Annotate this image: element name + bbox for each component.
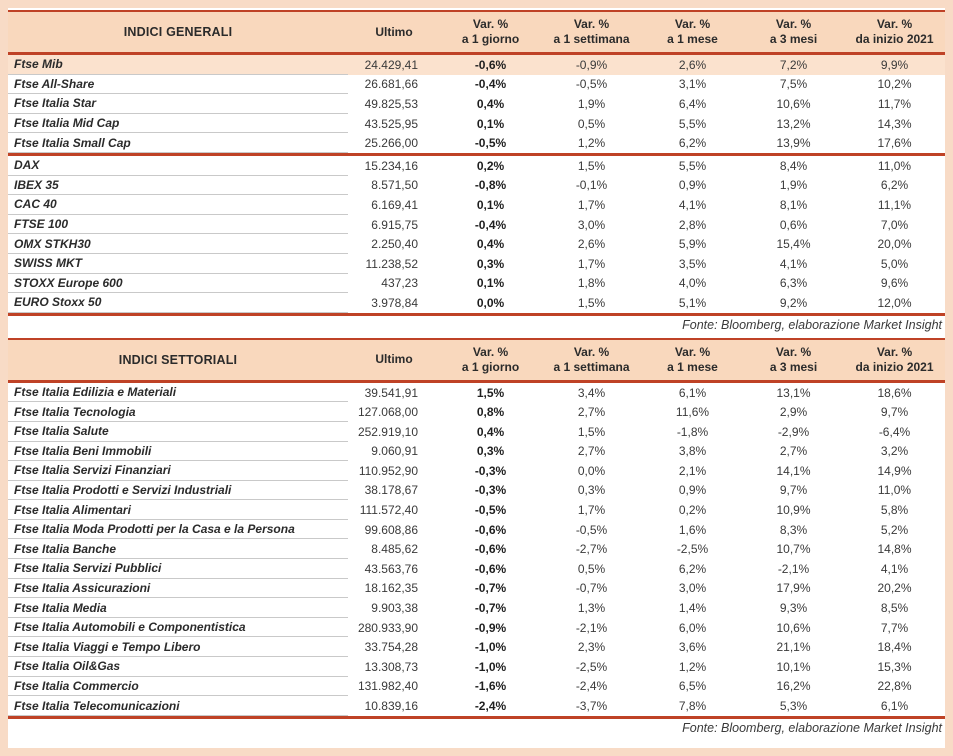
- var-value: -0,9%: [474, 620, 507, 635]
- var-value: 6,0%: [678, 620, 707, 635]
- table-row: [8, 598, 945, 618]
- var-value: 7,8%: [678, 699, 707, 714]
- var-value: 5,3%: [779, 699, 808, 714]
- var-value: 7,0%: [880, 217, 909, 232]
- index-name: Ftse Italia Beni Immobili: [8, 442, 348, 462]
- source-note: Fonte: Bloomberg, elaborazione Market Insight: [682, 720, 942, 735]
- var-value: 20,0%: [877, 237, 912, 252]
- var-value: 18,4%: [877, 640, 912, 655]
- var-value: 1,5%: [577, 158, 606, 173]
- ultimo-value: 49.825,53: [364, 96, 418, 111]
- ultimo-value: 8.571,50: [371, 178, 418, 193]
- index-name: DAX: [8, 156, 348, 176]
- index-name: Ftse Italia Telecomunicazioni: [8, 696, 348, 716]
- var-value: 10,1%: [776, 659, 811, 674]
- var-value: 2,7%: [779, 444, 808, 459]
- var-value: -0,5%: [474, 136, 507, 151]
- var-value: 2,8%: [678, 217, 707, 232]
- var-value: 15,4%: [776, 237, 811, 252]
- col-header-line2: a 1 settimana: [553, 359, 630, 374]
- var-value: 13,1%: [776, 385, 811, 400]
- col-header-var-1-settimana: [541, 12, 642, 52]
- var-value: 6,2%: [880, 178, 909, 193]
- indici-generali-section: [8, 10, 945, 334]
- var-value: -0,7%: [575, 581, 608, 596]
- var-value: 10,2%: [877, 77, 912, 92]
- var-value: 4,1%: [880, 561, 909, 576]
- col-header-ultimo: Ultimo: [375, 352, 413, 367]
- var-value: -2,4%: [575, 679, 608, 694]
- var-value: 9,3%: [779, 601, 808, 616]
- var-value: 1,4%: [678, 601, 707, 616]
- var-value: 9,2%: [779, 295, 808, 310]
- index-name: Ftse Italia Alimentari: [8, 500, 348, 520]
- ultimo-value: 111.572,40: [359, 503, 418, 518]
- var-value: 12,0%: [877, 295, 912, 310]
- table-row: [8, 195, 945, 215]
- var-value: -2,5%: [575, 659, 608, 674]
- col-header-line1: Var. %: [573, 344, 610, 359]
- var-value: 2,1%: [678, 463, 707, 478]
- var-value: 11,6%: [675, 405, 710, 420]
- var-value: 2,3%: [577, 640, 606, 655]
- index-name: Ftse Italia Commercio: [8, 677, 348, 697]
- var-value: 13,2%: [776, 116, 811, 131]
- ultimo-value: 11.238,52: [365, 256, 418, 271]
- ultimo-value: 280.933,90: [357, 620, 418, 635]
- table-row: [8, 481, 945, 501]
- var-value: 5,9%: [678, 237, 707, 252]
- var-value: 0,8%: [476, 405, 505, 420]
- var-value: 0,6%: [779, 217, 808, 232]
- var-value: 5,1%: [678, 295, 707, 310]
- table-row: [8, 274, 945, 294]
- var-value: 0,1%: [476, 276, 505, 291]
- table-row: [8, 176, 945, 196]
- var-value: 3,2%: [880, 444, 909, 459]
- var-value: 1,9%: [779, 178, 808, 193]
- table-row: [8, 579, 945, 599]
- var-value: 11,7%: [877, 96, 912, 111]
- var-value: 9,7%: [880, 405, 909, 420]
- table-row: [8, 422, 945, 442]
- col-header-line1: Var. %: [472, 344, 509, 359]
- table-title: INDICI GENERALI: [123, 25, 233, 39]
- var-value: 0,5%: [577, 561, 606, 576]
- var-value: -0,4%: [474, 77, 507, 92]
- ultimo-value: 38.178,67: [364, 483, 418, 498]
- var-value: -0,9%: [575, 57, 608, 72]
- var-value: -0,4%: [474, 217, 507, 232]
- col-header-ultimo: Ultimo: [375, 24, 413, 39]
- col-header-var-1-giorno: [440, 12, 541, 52]
- index-name: Ftse Italia Oil&Gas: [8, 657, 348, 677]
- var-value: 5,5%: [678, 158, 707, 173]
- var-value: 14,8%: [877, 542, 912, 557]
- var-value: -2,4%: [474, 699, 507, 714]
- var-value: -0,1%: [575, 178, 608, 193]
- col-header-line1: Var. %: [573, 17, 610, 31]
- var-value: 6,3%: [779, 276, 808, 291]
- var-value: 7,5%: [779, 77, 808, 92]
- table-row: [8, 383, 945, 403]
- var-value: -0,3%: [474, 483, 507, 498]
- table-row: [8, 696, 945, 716]
- table-row: [8, 539, 945, 559]
- ultimo-value: 8.485,62: [371, 542, 418, 557]
- var-value: -0,6%: [474, 522, 507, 537]
- var-value: 14,1%: [776, 463, 811, 478]
- var-value: 11,0%: [877, 483, 912, 498]
- var-value: 6,4%: [678, 96, 707, 111]
- var-value: 2,6%: [678, 57, 707, 72]
- var-value: 9,9%: [880, 57, 909, 72]
- var-value: -1,6%: [474, 679, 507, 694]
- index-name: Ftse Italia Tecnologia: [8, 402, 348, 422]
- col-header-line1: Var. %: [775, 17, 812, 31]
- var-value: 0,3%: [577, 483, 606, 498]
- var-value: 13,9%: [776, 136, 811, 151]
- ultimo-value: 43.563,76: [364, 561, 418, 576]
- table-row: [8, 677, 945, 697]
- var-value: 2,7%: [577, 444, 606, 459]
- col-header-line2: a 3 mesi: [769, 359, 818, 374]
- source-note: Fonte: Bloomberg, elaborazione Market Insight: [682, 317, 942, 332]
- table-row: [8, 94, 945, 114]
- var-value: 1,6%: [678, 522, 707, 537]
- col-header-line1: Var. %: [674, 17, 711, 31]
- var-value: 2,6%: [577, 237, 606, 252]
- index-name: Ftse Italia Banche: [8, 539, 348, 559]
- table-row: [8, 156, 945, 176]
- col-header-var-1-mese: [642, 340, 743, 380]
- var-value: -0,5%: [575, 522, 608, 537]
- ultimo-value: 9.903,38: [371, 601, 418, 616]
- var-value: 1,3%: [577, 601, 606, 616]
- col-header-var-1-mese: [642, 12, 743, 52]
- var-value: -0,3%: [474, 463, 507, 478]
- index-name: SWISS MKT: [8, 254, 348, 274]
- index-name: Ftse Italia Servizi Pubblici: [8, 559, 348, 579]
- var-value: 1,5%: [577, 295, 606, 310]
- var-value: 18,6%: [877, 385, 912, 400]
- var-value: 0,4%: [476, 237, 505, 252]
- var-value: 1,2%: [678, 659, 707, 674]
- var-value: 1,7%: [577, 256, 606, 271]
- var-value: -2,7%: [575, 542, 608, 557]
- table-body: [8, 55, 945, 313]
- var-value: 17,9%: [776, 581, 811, 596]
- table-row: [8, 657, 945, 677]
- var-value: 3,5%: [678, 256, 707, 271]
- indici-settoriali-section: [8, 338, 945, 737]
- index-name: Ftse All-Share: [8, 75, 348, 95]
- col-header-var-inizio-2021: [844, 12, 945, 52]
- ultimo-value: 39.541,91: [364, 385, 418, 400]
- index-name: CAC 40: [8, 195, 348, 215]
- ultimo-value: 3.978,84: [371, 295, 418, 310]
- var-value: 3,1%: [678, 77, 707, 92]
- var-value: 2,7%: [577, 405, 606, 420]
- var-value: 2,9%: [779, 405, 808, 420]
- col-header-line1: Var. %: [876, 344, 913, 359]
- var-value: 11,0%: [877, 158, 912, 173]
- var-value: 6,2%: [678, 136, 707, 151]
- index-name: Ftse Italia Servizi Finanziari: [8, 461, 348, 481]
- var-value: -0,5%: [474, 503, 507, 518]
- ultimo-value: 2.250,40: [371, 237, 418, 252]
- var-value: 0,4%: [476, 96, 505, 111]
- index-name: Ftse Mib: [8, 55, 348, 75]
- col-header-line2: a 3 mesi: [769, 32, 818, 46]
- var-value: -2,1%: [777, 561, 810, 576]
- var-value: 4,1%: [779, 256, 808, 271]
- var-value: -2,1%: [575, 620, 608, 635]
- ultimo-value: 99.608,86: [364, 522, 418, 537]
- var-value: 7,2%: [779, 57, 808, 72]
- var-value: 1,8%: [577, 276, 606, 291]
- var-value: 22,8%: [877, 679, 912, 694]
- var-value: -6,4%: [878, 424, 911, 439]
- var-value: 1,5%: [476, 385, 505, 400]
- var-value: 1,9%: [577, 96, 606, 111]
- table-row: [8, 559, 945, 579]
- var-value: 10,6%: [776, 620, 811, 635]
- var-value: -1,8%: [676, 424, 709, 439]
- col-header-line1: Var. %: [775, 344, 812, 359]
- ultimo-value: 26.681,66: [364, 77, 418, 92]
- table-row: [8, 254, 945, 274]
- table-row: [8, 75, 945, 95]
- ultimo-value: 6.915,75: [371, 217, 418, 232]
- index-name: FTSE 100: [8, 215, 348, 235]
- col-header-line1: Var. %: [472, 17, 509, 31]
- table-row: [8, 520, 945, 540]
- var-value: 15,3%: [877, 659, 912, 674]
- var-value: 8,1%: [779, 197, 808, 212]
- col-header-line2: a 1 mese: [667, 32, 718, 46]
- var-value: -1,0%: [474, 659, 507, 674]
- var-value: 9,7%: [779, 483, 808, 498]
- var-value: 0,1%: [476, 197, 505, 212]
- var-value: 4,1%: [678, 197, 707, 212]
- table-row: [8, 402, 945, 422]
- table-row: [8, 215, 945, 235]
- ultimo-value: 252.919,10: [357, 424, 418, 439]
- var-value: 0,5%: [577, 116, 606, 131]
- col-header-line1: Var. %: [876, 17, 913, 31]
- var-value: 0,9%: [678, 483, 707, 498]
- ultimo-value: 25.266,00: [364, 136, 418, 151]
- var-value: -0,6%: [474, 542, 507, 557]
- index-name: STOXX Europe 600: [8, 274, 348, 294]
- table-row: [8, 114, 945, 134]
- var-value: -0,8%: [474, 178, 507, 193]
- col-header-var-3-mesi: [743, 340, 844, 380]
- index-name: OMX STKH30: [8, 234, 348, 254]
- table-row: [8, 55, 945, 75]
- col-header-line2: a 1 giorno: [461, 359, 520, 374]
- var-value: 3,4%: [577, 385, 606, 400]
- table-row: [8, 133, 945, 153]
- col-header-line1: Var. %: [674, 344, 711, 359]
- var-value: 3,8%: [678, 444, 707, 459]
- var-value: 10,6%: [776, 96, 811, 111]
- ultimo-value: 24.429,41: [364, 57, 418, 72]
- table-row: [8, 637, 945, 657]
- index-name: Ftse Italia Viaggi e Tempo Libero: [8, 637, 348, 657]
- ultimo-value: 13.308,73: [364, 659, 418, 674]
- table-row: [8, 500, 945, 520]
- var-value: 6,1%: [880, 699, 909, 714]
- var-value: -1,0%: [474, 640, 507, 655]
- table-body: [8, 383, 945, 716]
- col-header-var-inizio-2021: [844, 340, 945, 380]
- table-row: [8, 234, 945, 254]
- var-value: 0,2%: [476, 158, 505, 173]
- var-value: 3,0%: [577, 217, 606, 232]
- var-value: 5,0%: [880, 256, 909, 271]
- ultimo-value: 127.068,00: [357, 405, 418, 420]
- ultimo-value: 6.169,41: [371, 197, 418, 212]
- var-value: 5,5%: [678, 116, 707, 131]
- ultimo-value: 131.982,40: [357, 679, 418, 694]
- index-name: Ftse Italia Edilizia e Materiali: [8, 383, 348, 403]
- var-value: 0,0%: [476, 295, 505, 310]
- var-value: 11,1%: [877, 197, 912, 212]
- var-value: 8,5%: [880, 601, 909, 616]
- index-name: Ftse Italia Salute: [8, 422, 348, 442]
- var-value: -3,7%: [575, 699, 608, 714]
- var-value: -0,6%: [474, 57, 507, 72]
- table-title: INDICI SETTORIALI: [118, 352, 238, 367]
- table-header: [8, 340, 945, 380]
- var-value: 0,3%: [476, 444, 505, 459]
- col-header-line2: da inizio 2021: [855, 359, 934, 374]
- ultimo-value: 110.952,90: [358, 463, 418, 478]
- var-value: -2,5%: [676, 542, 709, 557]
- var-value: 0,3%: [476, 256, 505, 271]
- var-value: -0,7%: [474, 581, 507, 596]
- var-value: 7,7%: [880, 620, 909, 635]
- var-value: 6,5%: [678, 679, 707, 694]
- table-row: [8, 442, 945, 462]
- col-header-var-1-giorno: [440, 340, 541, 380]
- var-value: 0,0%: [577, 463, 606, 478]
- var-value: 1,5%: [577, 424, 606, 439]
- var-value: 5,8%: [880, 503, 909, 518]
- var-value: 14,9%: [877, 463, 912, 478]
- var-value: 8,4%: [779, 158, 808, 173]
- var-value: 14,3%: [877, 116, 912, 131]
- col-header-line2: da inizio 2021: [855, 32, 934, 46]
- var-value: 1,2%: [577, 136, 606, 151]
- index-name: Ftse Italia Star: [8, 94, 348, 114]
- var-value: 8,3%: [779, 522, 808, 537]
- var-value: 1,7%: [577, 503, 606, 518]
- var-value: 0,4%: [476, 424, 505, 439]
- var-value: 5,2%: [880, 522, 909, 537]
- var-value: 0,9%: [678, 178, 707, 193]
- var-value: 20,2%: [877, 581, 912, 596]
- index-name: Ftse Italia Mid Cap: [8, 114, 348, 134]
- index-name: Ftse Italia Automobili e Componentistica: [8, 618, 348, 638]
- ultimo-value: 15.234,16: [364, 158, 418, 173]
- var-value: 6,2%: [678, 561, 707, 576]
- table-row: [8, 461, 945, 481]
- table-row: [8, 293, 945, 313]
- var-value: 17,6%: [877, 136, 912, 151]
- var-value: 6,1%: [678, 385, 707, 400]
- var-value: 21,1%: [776, 640, 811, 655]
- index-name: Ftse Italia Assicurazioni: [8, 579, 348, 599]
- col-header-var-1-settimana: [541, 340, 642, 380]
- var-value: 4,0%: [678, 276, 707, 291]
- ultimo-value: 437,23: [381, 276, 418, 291]
- ultimo-value: 9.060,91: [371, 444, 418, 459]
- var-value: 10,7%: [776, 542, 811, 557]
- var-value: -0,5%: [575, 77, 608, 92]
- var-value: -0,7%: [474, 601, 507, 616]
- index-name: Ftse Italia Prodotti e Servizi Industriali: [8, 481, 348, 501]
- index-name: Ftse Italia Small Cap: [8, 133, 348, 153]
- ultimo-value: 10.839,16: [364, 699, 418, 714]
- var-value: 9,6%: [880, 276, 909, 291]
- var-value: 3,0%: [678, 581, 707, 596]
- index-name: IBEX 35: [8, 176, 348, 196]
- var-value: 3,6%: [678, 640, 707, 655]
- var-value: -2,9%: [777, 424, 810, 439]
- col-header-var-3-mesi: [743, 12, 844, 52]
- var-value: 1,7%: [577, 197, 606, 212]
- var-value: -0,6%: [474, 561, 507, 576]
- table-row: [8, 618, 945, 638]
- col-header-line2: a 1 settimana: [553, 32, 630, 46]
- table-header: [8, 12, 945, 52]
- var-value: 0,1%: [476, 116, 505, 131]
- index-name: EURO Stoxx 50: [8, 293, 348, 313]
- col-header-line2: a 1 giorno: [461, 32, 520, 46]
- index-name: Ftse Italia Media: [8, 598, 348, 618]
- col-header-line2: a 1 mese: [667, 359, 718, 374]
- ultimo-value: 18.162,35: [364, 581, 418, 596]
- var-value: 16,2%: [776, 679, 811, 694]
- var-value: 0,2%: [678, 503, 707, 518]
- ultimo-value: 43.525,95: [364, 116, 418, 131]
- var-value: 10,9%: [776, 503, 811, 518]
- ultimo-value: 33.754,28: [364, 640, 418, 655]
- index-name: Ftse Italia Moda Prodotti per la Casa e la Persona: [8, 520, 348, 540]
